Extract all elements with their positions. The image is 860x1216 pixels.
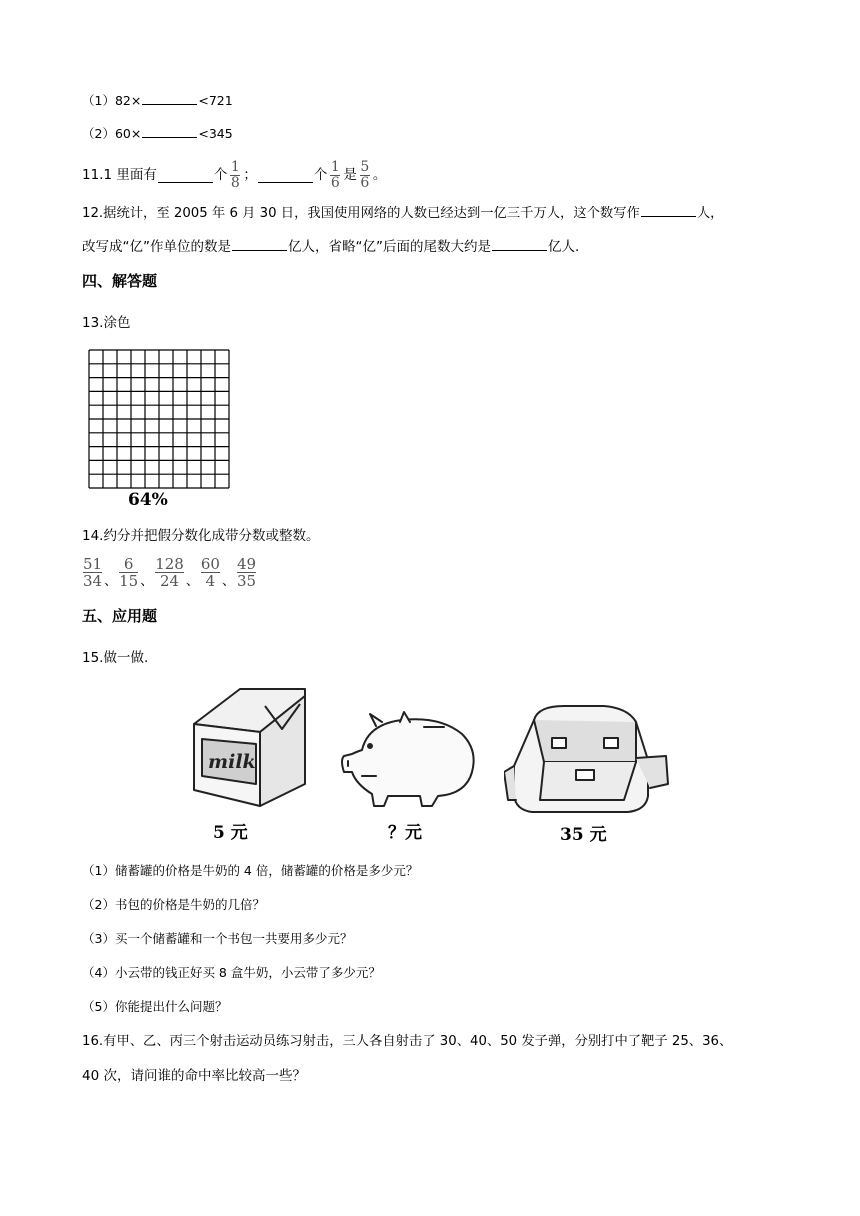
percent-label: 64% bbox=[128, 490, 168, 510]
backpack-image bbox=[504, 700, 672, 818]
milk-price: 5 元 bbox=[213, 823, 248, 843]
milk-carton-image bbox=[190, 684, 310, 809]
fraction-6-15: $\frac{6}{15}$ bbox=[119, 555, 139, 590]
question-15-label: 15.做一做. bbox=[82, 650, 149, 666]
question-14-label: 14.约分并把假分数化成带分数或整数。 bbox=[82, 528, 320, 544]
answer-blank[interactable] bbox=[142, 90, 197, 105]
question-13-label: 13.涂色 bbox=[82, 315, 131, 331]
question-15-sub-3: （3）买一个储蓄罐和一个书包一共要用多少元？ bbox=[82, 931, 353, 946]
question-16-line2: 40 次，请问谁的命中率比较高一些？ bbox=[82, 1068, 306, 1084]
question-15-sub-4: （4）小云带的钱正好买 8 盒牛奶，小云带了多少元？ bbox=[82, 965, 381, 980]
question-11: 11.1 里面有 个 $\frac{1}{8}$ ； 个 $\frac{1}{6}$ 是 $\frac{5}{6}$ 。 bbox=[82, 158, 387, 191]
q10-part1: （1）82× <721 bbox=[82, 90, 233, 111]
section-title-4: 四、解答题 bbox=[82, 272, 158, 290]
answer-blank[interactable] bbox=[232, 236, 287, 251]
fraction-1-8: $\frac{1}{8}$ bbox=[230, 158, 240, 191]
milk-label: milk bbox=[208, 751, 256, 773]
question-15-sub-5: （5）你能提出什么问题？ bbox=[82, 999, 228, 1014]
fraction-list: $\frac{51}{34}$ 、 $\frac{6}{15}$ 、 $\frac{128}{24}$ 、 $\frac{60}{4}$ 、 $\frac{49}{35}$ bbox=[83, 555, 257, 590]
fraction-5-6: $\frac{5}{6}$ bbox=[360, 158, 370, 191]
section-title-5: 五、应用题 bbox=[82, 607, 158, 625]
answer-blank[interactable] bbox=[158, 168, 213, 183]
fraction-128-24: $\frac{128}{24}$ bbox=[155, 555, 184, 590]
question-15-sub-2: （2）书包的价格是牛奶的几倍？ bbox=[82, 897, 265, 912]
answer-blank[interactable] bbox=[142, 123, 197, 138]
fraction-1-6: $\frac{1}{6}$ bbox=[330, 158, 340, 191]
q10-part2: （2）60× <345 bbox=[82, 123, 233, 144]
answer-blank[interactable] bbox=[641, 202, 696, 217]
question-12-line2: 改写成“亿”作单位的数是 亿人，省略“亿”后面的尾数大约是 亿人. bbox=[82, 236, 579, 257]
fraction-51-34: $\frac{51}{34}$ bbox=[83, 555, 103, 590]
answer-blank[interactable] bbox=[492, 236, 547, 251]
fraction-60-4: $\frac{60}{4}$ bbox=[200, 555, 220, 590]
fraction-49-35: $\frac{49}{35}$ bbox=[236, 555, 257, 590]
piggy-bank-image bbox=[340, 710, 480, 810]
answer-blank[interactable] bbox=[258, 168, 313, 183]
question-16-line1: 16.有甲、乙、丙三个射击运动员练习射击，三人各自射击了 30、40、50 发子弹，分别打中了靶子 25、36、 bbox=[82, 1034, 733, 1049]
coloring-grid[interactable] bbox=[88, 349, 230, 489]
question-12-line1: 12.据统计，至 2005 年 6 月 30 日，我国使用网络的人数已经达到一亿三千万人，这个数写作 人， bbox=[82, 202, 723, 224]
backpack-price: 35 元 bbox=[560, 825, 607, 845]
question-15-sub-1: （1）储蓄罐的价格是牛奶的 4 倍，储蓄罐的价格是多少元？ bbox=[82, 863, 419, 878]
piggy-bank-price: ？元 bbox=[388, 823, 422, 843]
